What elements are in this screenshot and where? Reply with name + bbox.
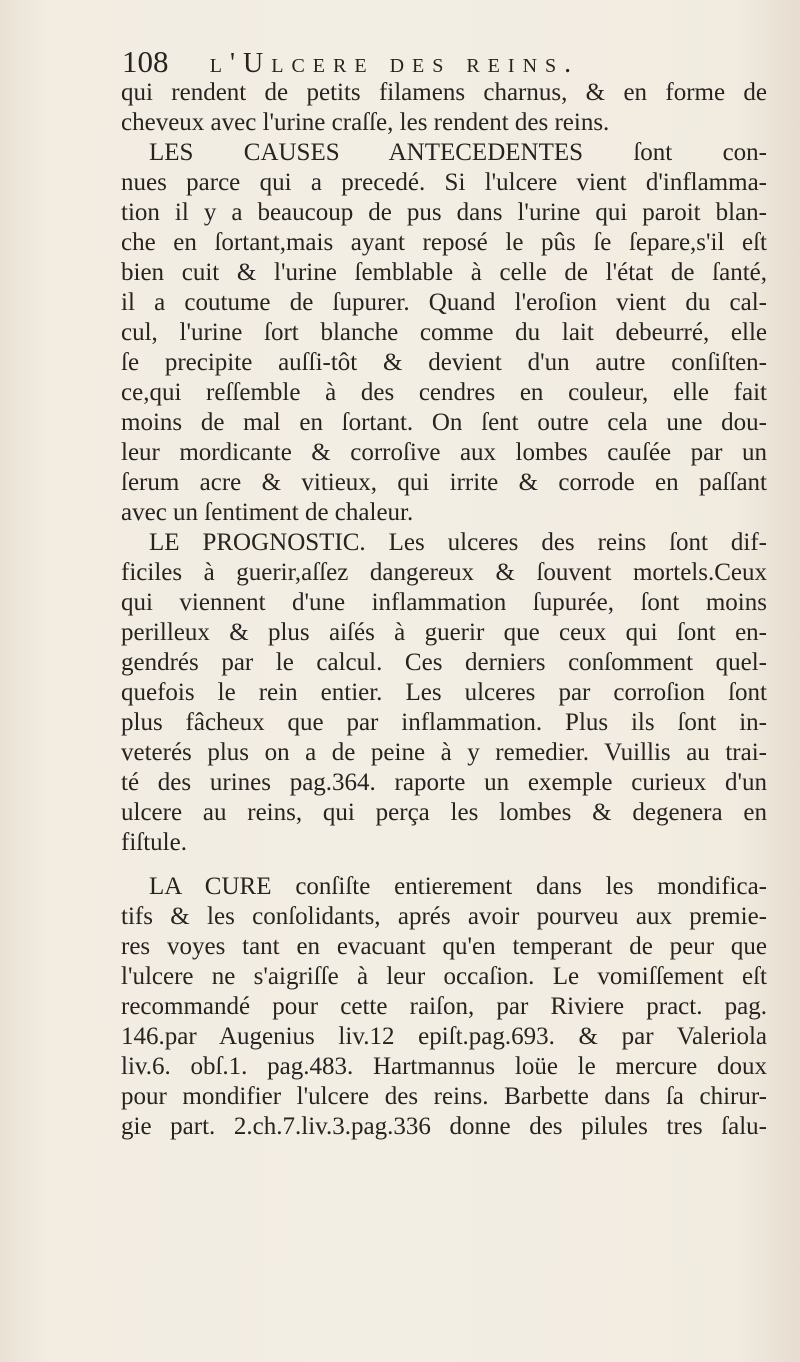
text-line: fiſtule. [121,829,187,856]
text-line: perilleux & plus aiſés à guerir que ceux qui ſont en- [121,619,767,646]
text-line: gendrés par le calcul. Ces derniers conſomment quel- [121,649,767,676]
text-line: quefois le rein entier. Les ulceres par corroſion ſont [121,679,767,706]
text-line: il a coutume de ſupurer. Quand l'eroſion vient du cal- [121,289,767,316]
text-line: té des urines pag.364. raporte un exemple curieux d'un [121,769,767,796]
text-line: avec un ſentiment de chaleur. [121,499,414,526]
text-line: ulcere au reins, qui perça les lombes & degenera en [121,799,767,826]
text-line: l'ulcere ne s'aigriſſe à leur occaſion. Le vomiſſement eſt [121,963,767,990]
running-title: l'Ulcere des reins. [209,48,580,79]
text-line: che en ſortant,mais ayant reposé le pûs ſe ſepare,s'il eſt [121,229,767,256]
text-line: recommandé pour cette raiſon, par Riviere pract. pag. [121,993,767,1020]
text-line: gie part. 2.ch.7.liv.3.pag.336 donne des pilules tres ſalu- [121,1113,767,1140]
text-line: qui viennent d'une inflammation ſupurée, ſont moins [121,589,767,616]
page-number: 108 [122,44,169,79]
text-line: tifs & les conſolidants, aprés avoir pourveu aux premie- [121,903,767,930]
text-line: liv.6. obſ.1. pag.483. Hartmannus loüe le mercure doux [121,1053,767,1080]
text-line: 146.par Augenius liv.12 epiſt.pag.693. & par Valeriola [121,1023,767,1050]
body-text [121,78,767,1142]
text-line: cheveux avec l'urine craſſe, les rendent des reins. [121,109,610,136]
text-line: veterés plus on a de peine à y remedier. Vuillis au trai- [121,739,767,766]
text-line: ſe precipite auſſi-tôt & devient d'un autre conſiſten- [121,349,767,376]
text-line: plus fâcheux que par inflammation. Plus ils ſont in- [121,709,767,736]
text-line: ſerum acre & vitieux, qui irrite & corrode en paſſant [121,469,767,496]
text-line: qui rendent de petits filamens charnus, & en forme de [121,79,767,106]
text-line: tion il y a beaucoup de pus dans l'urine qui paroit blan- [121,199,767,226]
text-line: nues parce qui a precedé. Si l'ulcere vient d'inflamma- [121,169,767,196]
text-line: moins de mal en ſortant. On ſent outre cela une dou- [121,409,767,436]
text-line: LE PROGNOSTIC. Les ulceres des reins ſont dif- [149,529,767,556]
text-line: res voyes tant en evacuant qu'en temperant de peur que [121,933,767,960]
text-line: ce,qui reſſemble à des cendres en couleur, elle fait [121,379,767,406]
text-line: LA CURE conſiſte entierement dans les mondifica- [149,873,767,900]
paragraph-gap [121,858,767,872]
text-line: pour mondifier l'ulcere des reins. Barbette dans ſa chirur- [121,1083,767,1110]
text-line: LES CAUSES ANTECEDENTES ſont con- [149,139,767,166]
text-line: cul, l'urine ſort blanche comme du lait debeurré, elle [121,319,767,346]
text-line: leur mordicante & corroſive aux lombes cauſée par un [121,439,767,466]
page-header [122,42,762,82]
text-line: bien cuit & l'urine ſemblable à celle de l'état de ſanté, [121,259,767,286]
text-line: ficiles à guerir,aſſez dangereux & ſouvent mortels.Ceux [121,559,767,586]
